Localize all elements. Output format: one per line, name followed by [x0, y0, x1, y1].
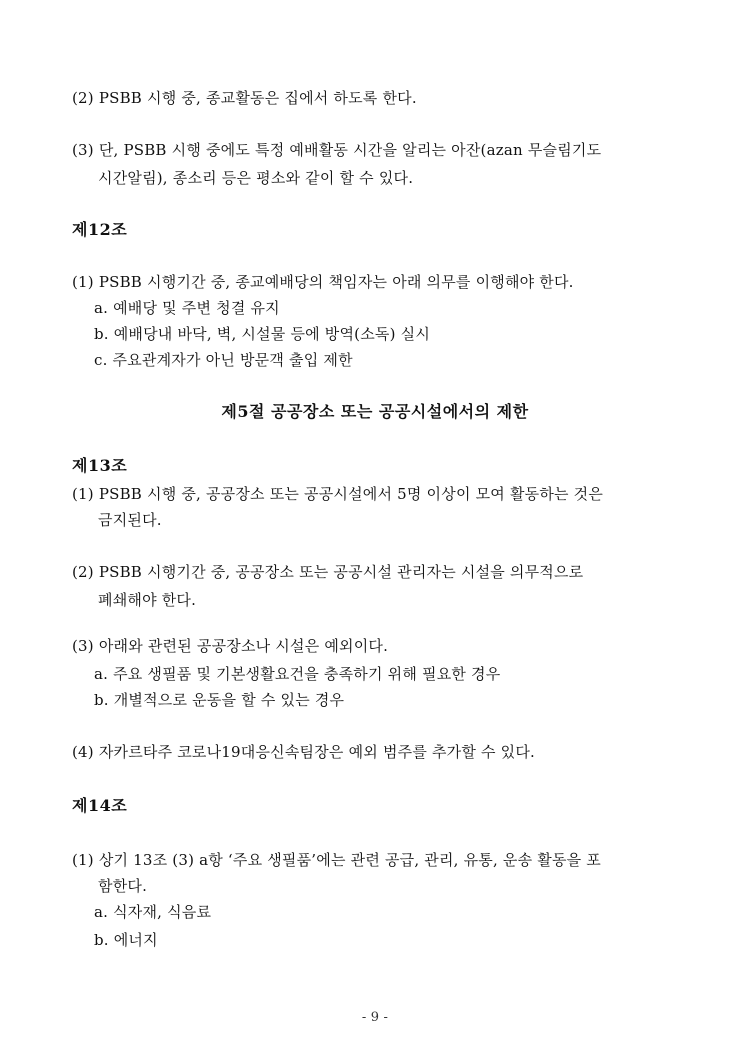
paragraph-2: (2) PSBB 시행 중, 종교활동은 집에서 하도록 한다.	[72, 89, 417, 107]
article-13-paragraph-3: (3) 아래와 관련된 공공장소나 시설은 예외이다.	[72, 637, 389, 655]
page-number: - 9 -	[361, 1010, 389, 1025]
article-13-item-a: a. 주요 생필품 및 기본생활요건을 충족하기 위해 필요한 경우	[94, 665, 501, 683]
article-13-paragraph-1-line-2: 금지된다.	[98, 511, 162, 529]
article-13-title: 제13조	[72, 456, 128, 475]
article-12-title: 제12조	[72, 220, 128, 239]
article-12-item-c: c. 주요관계자가 아닌 방문객 출입 제한	[94, 351, 353, 369]
article-14-paragraph-1-line-2: 함한다.	[98, 877, 148, 895]
paragraph-3-line-2: 시간알림), 종소리 등은 평소와 같이 할 수 있다.	[98, 169, 414, 187]
article-14-paragraph-1-line-1: (1) 상기 13조 (3) a항 ‘주요 생필품’에는 관련 공급, 관리, 유통, 운송 활동을 포	[72, 851, 602, 869]
article-14-item-b: b. 에너지	[94, 931, 158, 949]
article-12-item-b: b. 예배당내 바닥, 벽, 시설물 등에 방역(소독) 실시	[94, 325, 431, 343]
article-14-title: 제14조	[72, 796, 128, 815]
article-12-item-a: a. 예배당 및 주변 청결 유지	[94, 299, 280, 317]
article-13-paragraph-4: (4) 자카르타주 코로나19대응신속팀장은 예외 범주를 추가할 수 있다.	[72, 743, 536, 761]
article-14-item-a: a. 식자재, 식음료	[94, 903, 212, 921]
article-13-paragraph-2-line-1: (2) PSBB 시행기간 중, 공공장소 또는 공공시설 관리자는 시설을 의무적으로	[72, 563, 584, 581]
paragraph-3-line-1: (3) 단, PSBB 시행 중에도 특정 예배활동 시간을 알리는 아잔(azan 무슬림기도	[72, 141, 602, 159]
article-13-paragraph-2-line-2: 폐쇄해야 한다.	[98, 591, 197, 609]
section-5-title: 제5절 공공장소 또는 공공시설에서의 제한	[221, 402, 529, 421]
article-13-item-b: b. 개별적으로 운동을 할 수 있는 경우	[94, 691, 345, 709]
article-13-paragraph-1-line-1: (1) PSBB 시행 중, 공공장소 또는 공공시설에서 5명 이상이 모여 활동하는 것은	[72, 485, 604, 503]
article-12-paragraph-1: (1) PSBB 시행기간 중, 종교예배당의 책임자는 아래 의무를 이행해야 한다.	[72, 273, 574, 291]
